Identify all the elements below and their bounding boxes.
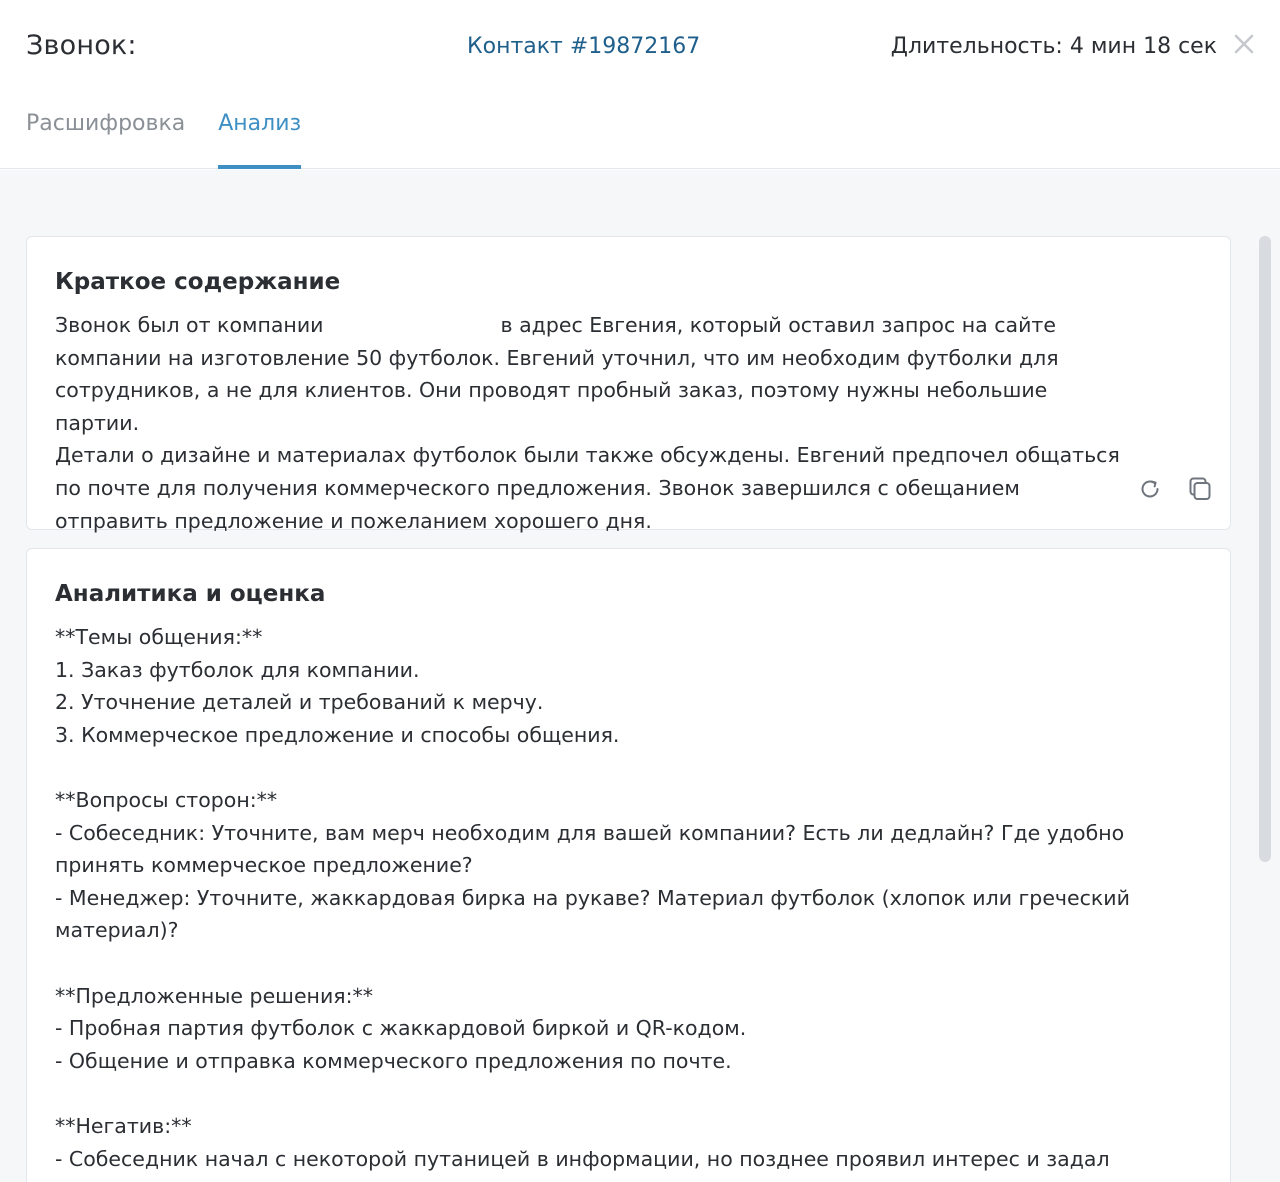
summary-actions (1136, 475, 1214, 503)
scrollbar-thumb[interactable] (1259, 236, 1271, 862)
refresh-icon (1136, 475, 1164, 503)
analytics-text: **Темы общения:** 1. Заказ футболок для компании. 2. Уточнение деталей и требований к мерчу. 3. Коммерческое предложение и способы общения. **Вопросы сторон:** - Собеседник: Уточните, вам мерч необходим для вашей компании? Есть ли дедлайн? Где удобно принять коммерческое предложение? - Менеджер: Уточните, жаккардовая бирка на рукаве? Материал футболок (хлопок или греческий материал)? **Предложенные решения:** - Пробная партия футболок с жаккардовой биркой и QR-кодом. - Общение и отправка коммерческого предложения по почте. **Негатив:** - Собеседник начал с некоторой путаницей в информации, но позднее проявил интерес и задал (55, 625, 1130, 1171)
tab-bar (26, 108, 334, 168)
summary-text-start: Звонок был от компании (55, 313, 330, 337)
analytics-title: Аналитика и оценка (55, 581, 326, 607)
contact-link[interactable]: Контакт #19872167 (467, 34, 701, 59)
dialog-header (0, 0, 1280, 169)
copy-button[interactable] (1186, 475, 1214, 503)
close-button[interactable] (1230, 30, 1258, 58)
analysis-content (0, 170, 1280, 1182)
redacted-company-name (330, 316, 494, 336)
summary-text-rest: в адрес Евгения, который оставил запрос на сайте компании на изготовление 50 футболок. Евгений уточнил, что им необходим футболки для сотрудников, а не для клиентов. Они проводят пробный заказ, поэтому нужны небольшие партии. Детали о дизайне и материалах футболок были также обсуждены. Евгений предпочел общаться по почте для получения коммерческого предложения. Звонок завершился с обещанием отправить предложение и пожеланием хорошего дня. (55, 313, 1120, 533)
summary-text (55, 309, 1135, 537)
summary-title: Краткое содержание (55, 269, 341, 295)
summary-card (26, 236, 1231, 533)
tab-analysis[interactable]: Анализ (218, 108, 301, 168)
tab-transcript[interactable]: Расшифровка (26, 111, 186, 136)
close-icon (1230, 30, 1258, 58)
call-label: Звонок: (26, 30, 137, 61)
analytics-card (26, 548, 1231, 1182)
regenerate-button[interactable] (1136, 475, 1164, 503)
scrollbar[interactable] (1259, 234, 1271, 1180)
call-duration: Длительность: 4 мин 18 сек (890, 34, 1217, 59)
copy-icon (1186, 475, 1214, 503)
